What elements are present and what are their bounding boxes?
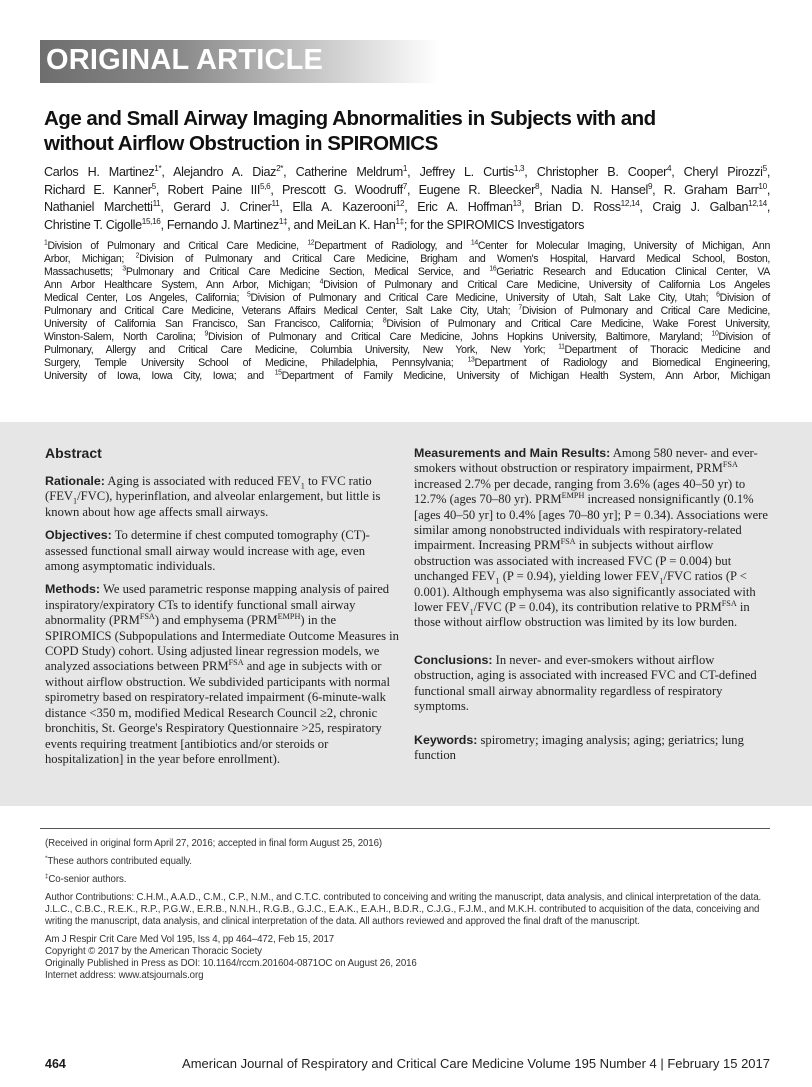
superscript: 12,14 — [620, 198, 640, 208]
affiliation-line: Pulmonary and Critical Care Medicine, Veterans Affairs Medical Center, Salt Lake City, Utah; $^7$Division of Pulmonary and Critical Care Medicine, — [44, 304, 770, 317]
superscript: 14 — [470, 239, 478, 247]
superscript: 5 — [246, 291, 251, 299]
affiliations — [44, 240, 770, 383]
affiliation-line: Pulmonary, Allergy and Critical Care Medicine, Columbia University, New York, New York; $^{11}$Department of Thoracic Medicine and — [44, 343, 770, 356]
superscript: 2 — [135, 252, 140, 260]
section-label: Methods: — [45, 582, 101, 597]
internet-address: Internet address: www.atsjournals.org — [45, 970, 204, 981]
abstract-rationale — [45, 474, 401, 520]
superscript: 11 — [271, 198, 280, 208]
superscript: 9 — [647, 181, 653, 191]
author-line: Richard E. Kanner$^5$, Robert Paine III$^{5,6}$, Prescott G. Woodruff$^7$, Eugene R. Bleecker$^8$, Nadia N. Hansel$^9$, R. Graham Barr$^{10}$, — [44, 181, 770, 197]
title-line: without Airflow Obstruction in SPIROMICS — [44, 132, 438, 155]
superscript: 8 — [382, 317, 387, 325]
footnote-divider — [40, 828, 770, 829]
citation: Am J Respir Crit Care Med Vol 195, Iss 4, pp 464–472, Feb 15, 2017 — [45, 934, 335, 945]
affiliation-line: Winston-Salem, North Carolina; $^9$Division of Pulmonary and Critical Care Medicine, Johns Hopkins University, Baltimore, Maryland; $^{10}$Division of — [44, 330, 770, 343]
doi: Originally Published in Press as DOI: 10.1164/rccm.201604-0871OC on August 26, 2016 — [45, 958, 417, 969]
superscript: 7 — [518, 304, 522, 312]
abstract-right-column — [414, 446, 772, 771]
affiliation-line: Surgery, Temple University School of Medicine, Philadelphia, Pennsylvania; $^{13}$Department of Radiology and Biomedical Engineering, — [44, 356, 771, 369]
superscript: 10 — [758, 181, 767, 191]
superscript: ‡ — [45, 872, 49, 880]
author-line: Nathaniel Marchetti$^{11}$, Gerard J. Criner$^{11}$, Ella A. Kazerooni$^{12}$, Eric A. Hoffman$^{13}$, Brian D. Ross$^{12,14}$, Craig J. Galban$^{12,14}$, — [44, 198, 771, 214]
superscript: EMPH — [277, 612, 301, 622]
superscript: 12 — [307, 239, 315, 247]
superscript: FSA — [721, 598, 737, 608]
superscript: 16 — [489, 265, 497, 273]
superscript: 9 — [204, 330, 208, 338]
superscript: FSA — [722, 460, 738, 470]
section-text: Aging is associated with reduced $FEV_1$ to FVC ratio $(FEV_1/FVC)$, hyperinflation, and alveolar enlargement, but little is known about how age affects small airways. — [45, 474, 381, 519]
title-line: Age and Small Airway Imaging Abnormalities in Subjects with and — [44, 107, 656, 130]
copyright: Copyright © 2017 by the American Thoracic Society — [45, 946, 262, 957]
superscript: 3 — [122, 265, 126, 273]
subscript: 1 — [495, 576, 500, 586]
subscript: 1 — [300, 481, 305, 491]
author-contributions: Author Contributions: C.H.M., A.A.D., C.M., C.P., N.M., and C.T.C. contributed to conceiving and writing the manuscript, data analysis, and clinical interpretation of the data. J.L.C., C.B.C., R.E.K., R.P., P.G.W., E.R.B., N.N.H., R.G.B., G.J.C., E.A.K., E.A.H., B.D.R., C.J.G., F.J.M., and M.K.H. contributed to acquisition of the data, conceiving and writing the manuscript, data analysis, and clinical interpretation of the data. All authors reviewed and approved the final draft of the manuscript. — [45, 892, 762, 927]
superscript: 5 — [151, 181, 156, 191]
section-text: spirometry; imaging analysis; aging; geriatrics; lung function — [414, 732, 744, 762]
subscript: 1 — [469, 607, 474, 617]
superscript: 13 — [467, 356, 475, 364]
section-text: In never- and ever-smokers without airflow obstruction, aging is associated with increased FVC and CT-defined functional small airway abnormality regardless of respiratory symptoms. — [414, 652, 757, 714]
article-title — [44, 106, 774, 156]
affiliation-line: $^1$Division of Pulmonary and Critical Care Medicine, $^{12}$Department of Radiology, and $^{14}$Center for Molecular Imaging, University of Michigan, Ann — [44, 239, 770, 252]
superscript: FSA — [560, 537, 576, 547]
superscript: 1 — [402, 163, 408, 173]
superscript: 6 — [716, 291, 720, 299]
subscript: 1 — [73, 496, 78, 506]
journal-footer: American Journal of Respiratory and Critical Care Medicine Volume 195 Number 4 | February 15 2017 — [182, 1056, 770, 1071]
superscript: * — [45, 854, 48, 862]
affiliation-line: Ann Arbor Healthcare System, Ann Arbor, Michigan; $^4$Division of Pulmonary and Critical Care Medicine, University of California Los Angeles — [44, 278, 770, 291]
section-label: Conclusions: — [414, 652, 493, 667]
superscript: 1,3 — [513, 163, 525, 173]
section-label: Measurements and Main Results: — [414, 446, 611, 460]
superscript: 13 — [512, 198, 522, 208]
section-label: Keywords: — [414, 732, 478, 747]
superscript: 11 — [558, 343, 565, 351]
superscript: 2* — [276, 163, 284, 173]
abstract-methods — [45, 582, 401, 767]
subscript: 1 — [659, 576, 664, 586]
co-senior-note: ‡Co-senior authors. — [45, 872, 127, 885]
superscript: 10 — [711, 330, 719, 338]
superscript: 7 — [402, 181, 407, 191]
superscript: FSA — [139, 612, 155, 622]
superscript: 12,14 — [748, 198, 767, 208]
superscript: 4 — [319, 278, 324, 286]
superscript: 5,6 — [260, 181, 271, 191]
affiliation-line: University of California San Francisco, San Francisco, California; $^8$Division of Pulmonary and Critical Care Medicine, Wake Forest University, — [44, 317, 770, 330]
superscript: FSA — [228, 658, 244, 668]
author-list — [44, 164, 770, 234]
superscript: 1‡ — [278, 216, 288, 226]
abstract-keywords — [414, 733, 772, 764]
page-number: 464 — [45, 1057, 66, 1071]
equal-contribution-note: *These authors contributed equally. — [45, 854, 192, 867]
affiliation-line: Arbor, Michigan; $^2$Division of Pulmonary and Critical Care Medicine, Brigham and Women's Hospital, Harvard Medical School, Boston, — [44, 252, 770, 265]
section-text: We used parametric response mapping analysis of paired inspiratory/expiratory CTs to identify functional small airway abnormality $(PRM^{FSA})$ and emphysema $(PRM^{EMPH})$ in the SPIROMICS (Subpopulations and Intermediate Outcome Measures in COPD Study) cohort. Using adjusted linear regression models, we analyzed associations between $PRM^{FSA}$ and age in subjects with or without airflow obstruction. We subdivided participants with normal spirometry based on respiratory-related impairment (6-minute-walk distance <350 m, modified Medical Research Council ≥2, chronic bronchitis, St. George's Respiratory Questionnaire >25, respiratory events requiring treatment [antibiotics and/or steroids or hospitalization] in the year before enrollment). — [45, 582, 399, 766]
superscript: 1‡ — [395, 216, 404, 226]
abstract-conclusions — [414, 653, 772, 715]
affiliation-line: Medical Center, Los Angeles, California; $^5$Division of Pulmonary and Critical Care Medicine, University of Utah, Salt Lake City, Utah; $^6$Division of — [44, 291, 770, 304]
affiliation-line: University of Iowa, Iowa City, Iowa; and $^{15}$Department of Family Medicine, University of Michigan Health System, Ann Arbor, Michigan — [44, 369, 771, 382]
superscript: 15,16 — [141, 216, 161, 226]
section-label: ORIGINAL ARTICLE — [46, 44, 324, 76]
superscript: 4 — [667, 163, 672, 173]
author-line: Carlos H. Martinez$^{1*}$, Alejandro A. Diaz$^{2*}$, Catherine Meldrum$^1$, Jeffrey L. Curtis$^{1,3}$, Christopher B. Cooper$^4$, Cheryl Pirozzi$^5$, — [44, 163, 770, 179]
section-banner — [40, 40, 440, 83]
superscript: 1 — [44, 239, 48, 247]
section-label: Objectives: — [45, 528, 112, 543]
superscript: 5 — [762, 163, 767, 173]
superscript: 11 — [152, 198, 161, 208]
section-text: Among 580 never- and ever-smokers without obstruction or respiratory impairment, $PRM^{FSA}$ increased 2.7% per decade, ranging from 3.6% (ages 40–50 yr) to 12.7% (ages 70–80 yr). $PRM^{EMPH}$ increased nonsignificantly (0.1% [ages 40–50 yr] to 0.4% [ages 70–80 yr]; P = 0.34). Associations were similar among nonobstructed individuals with respiratory-related impairment. Increasing $PRM^{FSA}$ in subjects without airflow obstruction was associated with increased FVC (P = 0.004) but unchanged $FEV_1$ (P = 0.94), yielding lower $FEV_1$/FVC ratios (P < 0.001). Although emphysema was also significantly associated with lower $FEV_1$/FVC (P = 0.04), its contribution relative to $PRM^{FSA}$ in those without airflow obstruction was limited by its low burden. — [414, 446, 768, 630]
affiliation-line: Massachusetts; $^3$Pulmonary and Critical Care Medicine Section, Medical Service, and $^{16}$Geriatric Research and Education Clinical Center, VA — [44, 265, 771, 278]
abstract-heading: Abstract — [45, 445, 102, 461]
footnotes — [45, 838, 770, 982]
section-text: To determine if chest computed tomography (CT)-assessed functional small airway would increase with age, even among asymptomatic individuals. — [45, 528, 370, 574]
section-label: Rationale: — [45, 474, 105, 488]
superscript: 1* — [154, 163, 162, 173]
abstract-objectives — [45, 528, 401, 574]
received-dates: (Received in original form April 27, 2016; accepted in final form August 25, 2016) — [45, 838, 382, 849]
abstract-results — [414, 446, 772, 631]
superscript: 8 — [534, 181, 540, 191]
author-line: Christine T. Cigolle$^{15,16}$, Fernando J. Martinez$^{1\ddagger}$, and MeiLan K. Han$^{1\ddagger}$; for the SPIROMICS Investigators — [44, 216, 585, 232]
superscript: EMPH — [561, 491, 585, 501]
superscript: 12 — [395, 198, 405, 208]
abstract-left-column — [45, 444, 401, 775]
superscript: 15 — [274, 369, 282, 377]
